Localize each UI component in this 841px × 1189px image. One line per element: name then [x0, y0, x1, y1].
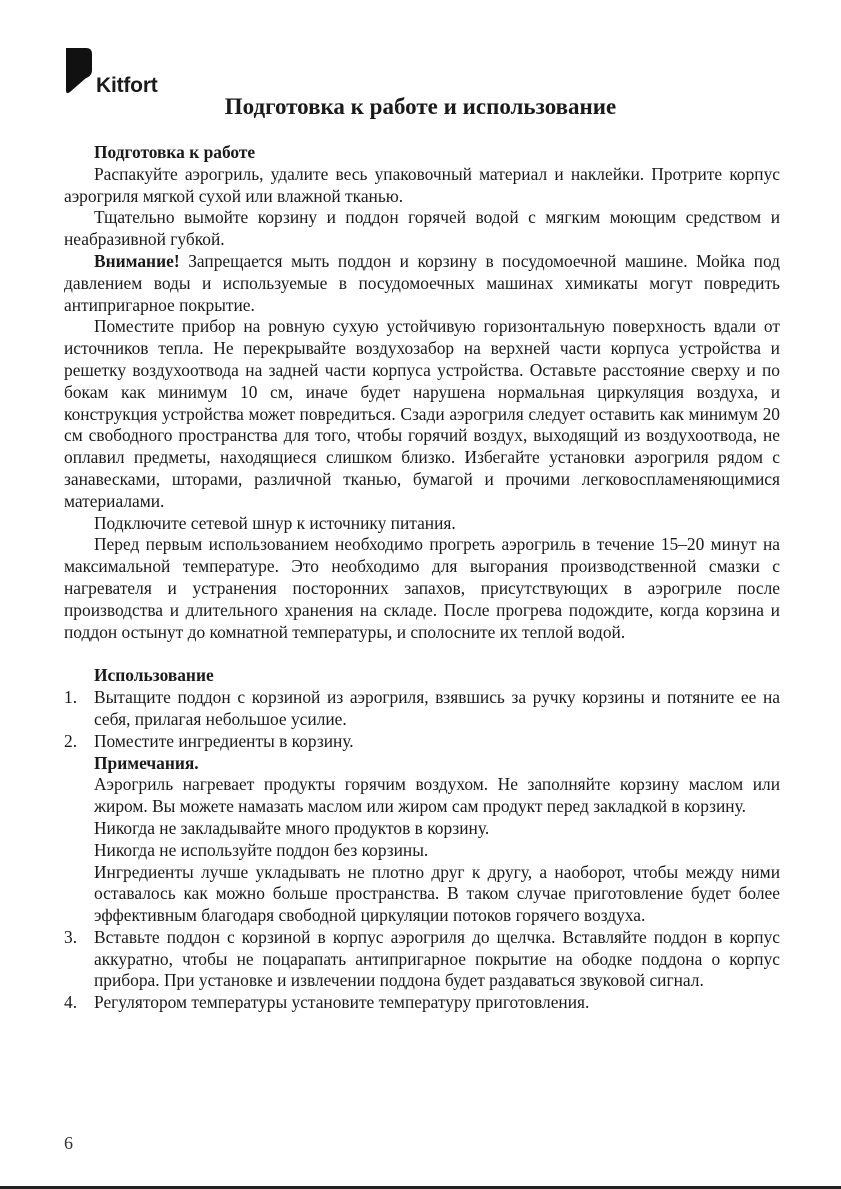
note-item: Никогда не используйте поддон без корзины.	[94, 839, 429, 860]
list-item-number: 1.	[64, 687, 78, 708]
list-item	[64, 992, 780, 1014]
paragraph: Поместите прибор на ровную сухую устойчивую горизонтальную поверхность вдали от источников тепла. Не перекрывайте воздухозабор на верхней части корпуса устройства и решетку воздухоотвода на задней части корпуса устройства. Оставьте расстояние сверху и по бокам как минимум 10 см, иначе будет нарушена нормальная циркуляция воздуха, и конструкция устройства может повредиться. Сзади аэрогриля следует оставить как минимум 20 см свободного пространства для того, чтобы горячий воздух, выходящий из воздухоотвода, не оплавил предметы, находящиеся слишком близко. Избегайте установки аэрогриля рядом с занавесками, шторами, различной тканью, бумагой и прочими легковоспламеняющимися материалами.	[64, 316, 780, 511]
paragraph: Перед первым использованием необходимо прогреть аэрогриль в течение 15–20 минут на максимальной температуре. Это необходимо для выгорания производственной смазки с нагревателя и устранения посторонних запахов, присутствующих в аэрогриле после производства и длительного хранения на складе. После прогрева подождите, когда корзина и поддон остынут до комнатной температуры, и сполосните их теплой водой.	[64, 534, 780, 642]
brand-name: Kitfort	[96, 74, 158, 97]
list-item	[64, 687, 780, 731]
list-item-text: Поместите ингредиенты в корзину.	[94, 730, 354, 751]
paragraph: Распакуйте аэрогриль, удалите весь упаковочный материал и наклейки. Протрите корпус аэрогриля мягкой сухой или влажной тканью.	[64, 163, 780, 206]
note-item: Никогда не закладывайте много продуктов в корзину.	[94, 817, 490, 838]
list-item	[64, 927, 780, 992]
brand-logo	[64, 48, 158, 96]
kitfort-logo-icon	[64, 48, 94, 96]
list-item-number: 4.	[64, 992, 78, 1013]
list-item-number: 3.	[64, 926, 78, 947]
warning-label: Внимание!	[94, 250, 180, 271]
note-item: Ингредиенты лучше укладывать не плотно друг к другу, а наоборот, чтобы между ними оставалось как можно больше пространства. В таком случае приготовление будет более эффективным благодаря свободной циркуляции потоков горячего воздуха.	[94, 861, 780, 926]
note-item: Аэрогриль нагревает продукты горячим воздухом. Не заполняйте корзину маслом или жиром. Вы можете намазать маслом или жиром сам продукт перед закладкой в корзину.	[94, 774, 780, 817]
list-item-text: Вытащите поддон с корзиной из аэрогриля, взявшись за ручку корзины и потяните ее на себя, прилагая небольшое усилие.	[94, 687, 780, 729]
page-title: Подготовка к работе и использование	[224, 94, 617, 119]
section-heading-preparation: Подготовка к работе	[94, 142, 256, 162]
paragraph: Подключите сетевой шнур к источнику питания.	[94, 512, 456, 533]
numbered-list	[64, 927, 780, 1014]
paragraph: Тщательно вымойте корзину и поддон горячей водой с мягким моющим средством и неабразивной губкой.	[64, 207, 780, 250]
list-item	[64, 731, 780, 753]
warning-text: Запрещается мыть поддон и корзину в посудомоечной машине. Мойка под давлением воды и используемые в посудомоечных машинах химикаты могут повредить антипригарное покрытие.	[64, 250, 780, 315]
page-number: 6	[64, 1133, 73, 1153]
list-item-text: Вставьте поддон с корзиной в корпус аэрогриля до щелчка. Вставляйте поддон в корпус аккуратно, чтобы не поцарапать антипригарное покрытие на ободке поддона о корпус прибора. При установке и извлечении поддона будет раздаваться звуковой сигнал.	[94, 926, 780, 991]
notes-heading: Примечания.	[94, 752, 199, 773]
list-item-text: Регулятором температуры установите температуру приготовления.	[94, 992, 590, 1013]
warning-paragraph	[64, 251, 780, 316]
numbered-list	[64, 687, 780, 752]
list-item-number: 2.	[64, 730, 78, 751]
document-body	[64, 142, 780, 1014]
section-heading-usage: Использование	[94, 665, 214, 686]
